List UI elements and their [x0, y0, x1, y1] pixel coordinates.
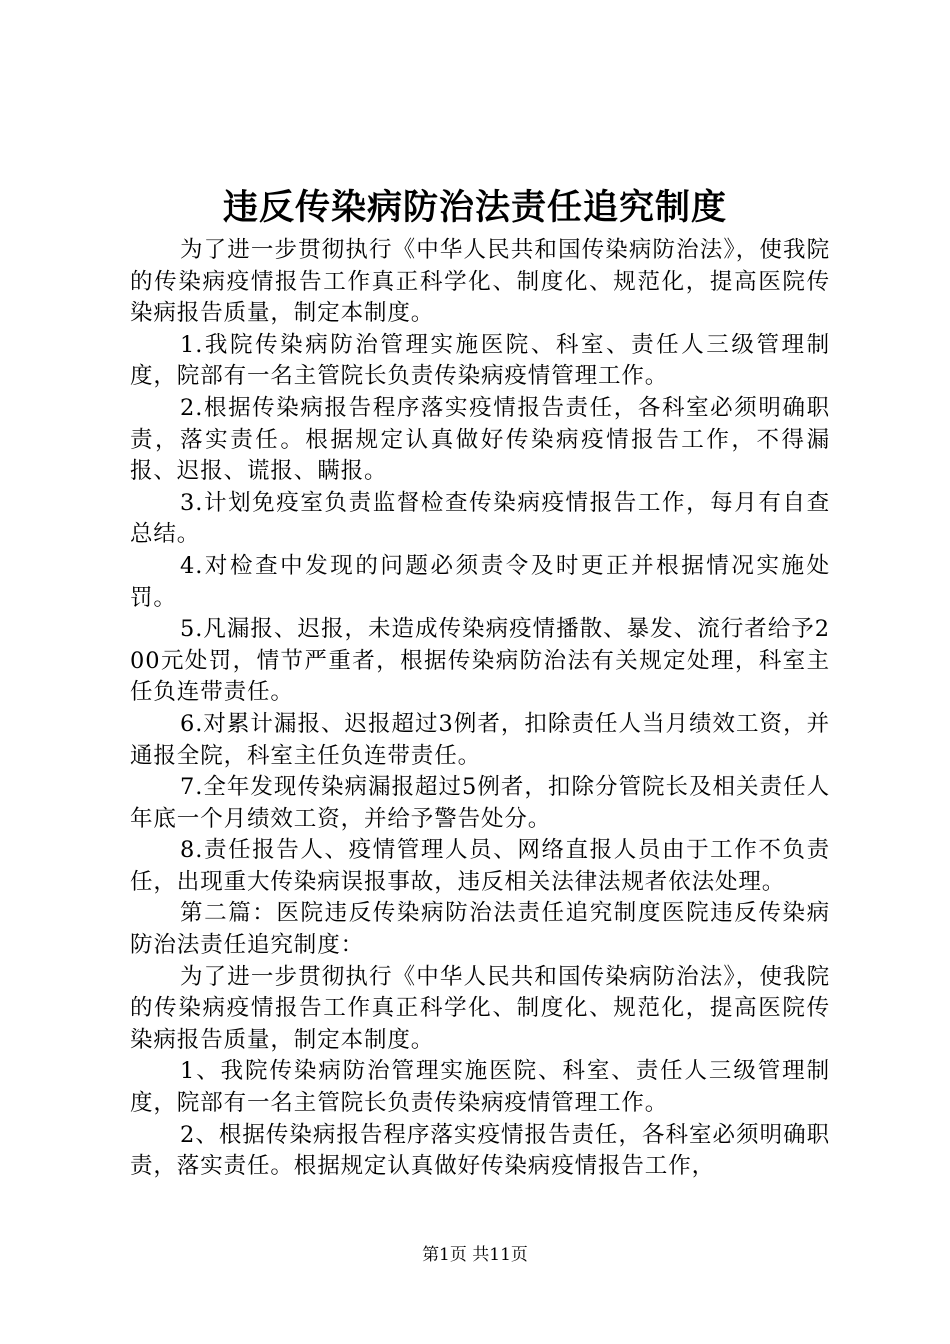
paragraph-item-6: 6.对累计漏报、迟报超过3例者，扣除责任人当月绩效工资，并通报全院，科室主任负连带责任。 — [130, 710, 830, 769]
paragraph-item-1: 1.我院传染病防治管理实施医院、科室、责任人三级管理制度，院部有一名主管院长负责传染病疫情管理工作。 — [130, 331, 830, 390]
paragraph-section-2-intro: 为了进一步贯彻执行《中华人民共和国传染病防治法》，使我院的传染病疫情报告工作真正科学化、制度化、规范化，提高医院传染病报告质量，制定本制度。 — [130, 963, 830, 1053]
paragraph-intro: 为了进一步贯彻执行《中华人民共和国传染病防治法》，使我院的传染病疫情报告工作真正科学化、制度化、规范化，提高医院传染病报告质量，制定本制度。 — [130, 237, 830, 327]
document-body — [130, 235, 830, 1183]
paragraph-section-2-item-2: 2、根据传染病报告程序落实疫情报告责任，各科室必须明确职责，落实责任。根据规定认真做好传染病疫情报告工作， — [130, 1121, 830, 1180]
paragraph-item-3: 3.计划免疫室负责监督检查传染病疫情报告工作，每月有自查总结。 — [130, 489, 830, 548]
paragraph-item-7: 7.全年发现传染病漏报超过5例者，扣除分管院长及相关责任人年底一个月绩效工资，并给予警告处分。 — [130, 774, 830, 832]
page-footer: 第1页 共11页 — [422, 1245, 528, 1265]
paragraph-section-2-item-1: 1、我院传染病防治管理实施医院、科室、责任人三级管理制度，院部有一名主管院长负责传染病疫情管理工作。 — [130, 1058, 830, 1117]
paragraph-item-2: 2.根据传染病报告程序落实疫情报告责任，各科室必须明确职责，落实责任。根据规定认真做好传染病疫情报告工作，不得漏报、迟报、谎报、瞒报。 — [130, 394, 830, 485]
paragraph-item-5: 5.凡漏报、迟报，未造成传染病疫情播散、暴发、流行者给予200元处罚，情节严重者，根据传染病防治法有关规定处理，科室主任负连带责任。 — [130, 616, 830, 706]
paragraph-section-2-heading: 第二篇：医院违反传染病防治法责任追究制度医院违反传染病防治法责任追究制度： — [130, 900, 830, 959]
paragraph-item-4: 4.对检查中发现的问题必须责令及时更正并根据情况实施处罚。 — [130, 552, 830, 611]
paragraph-item-8: 8.责任报告人、疫情管理人员、网络直报人员由于工作不负责任，出现重大传染病误报事故，违反相关法律法规者依法处理。 — [130, 837, 830, 895]
document-title: 违反传染病防治法责任追究制度 — [222, 188, 727, 228]
